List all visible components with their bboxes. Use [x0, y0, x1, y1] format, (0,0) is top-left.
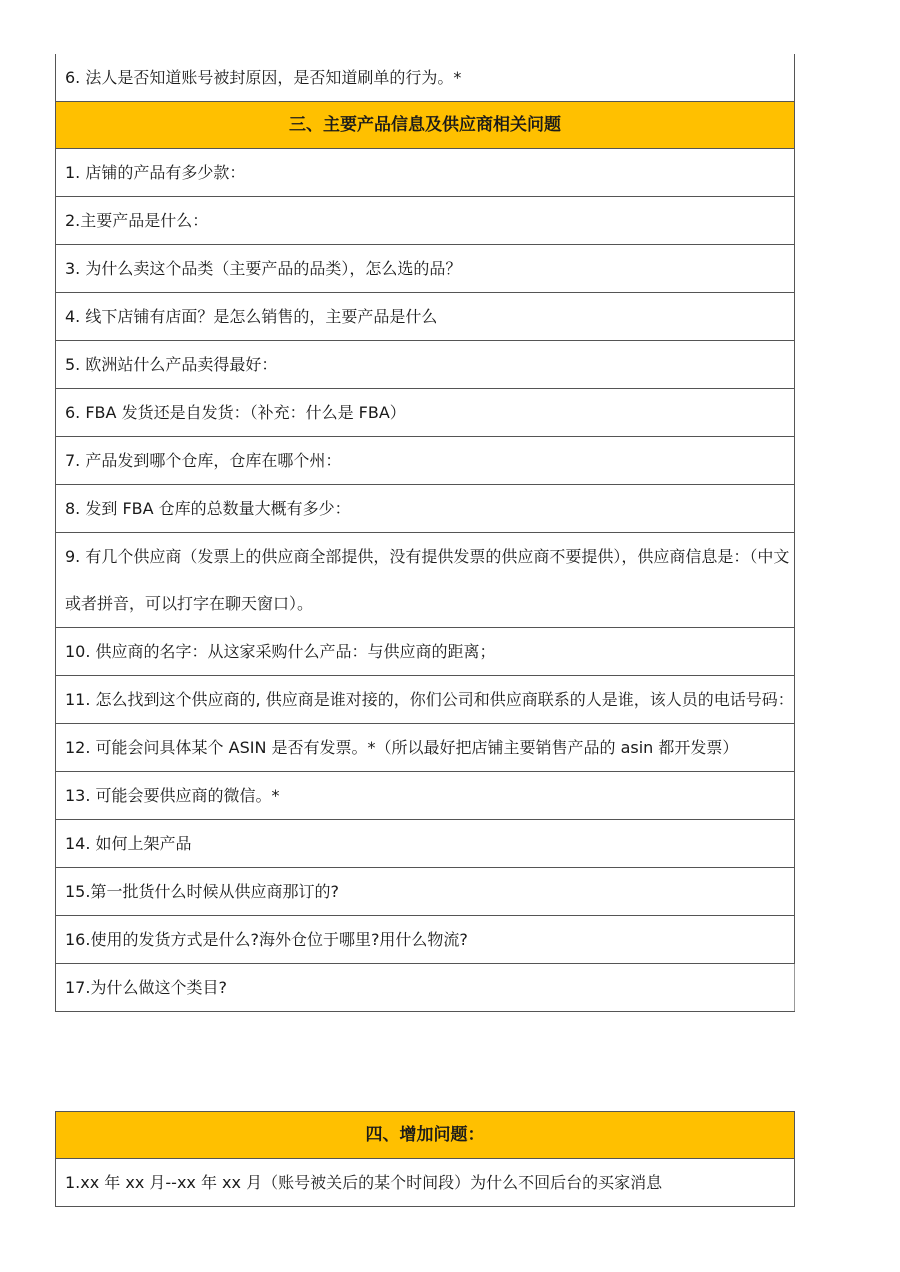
question-10: 10. 供应商的名字：从这家采购什么产品：与供应商的距离；	[56, 628, 795, 676]
question-8: 8. 发到 FBA 仓库的总数量大概有多少：	[56, 485, 795, 533]
question-13: 13. 可能会要供应商的微信。*	[56, 772, 795, 820]
question-9: 9. 有几个供应商（发票上的供应商全部提供，没有提供发票的供应商不要提供），供应商信息是：（中文或者拼音，可以打字在聊天窗口）。	[56, 533, 795, 628]
question-1: 1. 店铺的产品有多少款：	[56, 149, 795, 197]
section-header: 三、主要产品信息及供应商相关问题	[56, 102, 795, 149]
table-row	[56, 1159, 795, 1207]
table-row	[56, 245, 795, 293]
questions-table-section-3	[55, 54, 795, 1012]
table-row	[56, 820, 795, 868]
question-7: 7. 产品发到哪个仓库，仓库在哪个州：	[56, 437, 795, 485]
table-row	[56, 1112, 795, 1159]
table-row	[56, 916, 795, 964]
questions-table-section-4	[55, 1111, 795, 1207]
question-2: 2.主要产品是什么：	[56, 197, 795, 245]
question-16: 16.使用的发货方式是什么?海外仓位于哪里?用什么物流?	[56, 916, 795, 964]
table-row	[56, 628, 795, 676]
table-row	[56, 724, 795, 772]
table-row	[56, 485, 795, 533]
table-row	[56, 533, 795, 628]
question-14: 14. 如何上架产品	[56, 820, 795, 868]
table-row	[56, 293, 795, 341]
table-row	[56, 197, 795, 245]
question-6: 6. FBA 发货还是自发货：（补充：什么是 FBA）	[56, 389, 795, 437]
question-15: 15.第一批货什么时候从供应商那订的?	[56, 868, 795, 916]
additional-question-1: 1.xx 年 xx 月--xx 年 xx 月（账号被关后的某个时间段）为什么不回后台的买家消息	[56, 1159, 795, 1207]
table-row	[56, 676, 795, 724]
section-header: 四、增加问题：	[56, 1112, 795, 1159]
table-row	[56, 341, 795, 389]
question-17: 17.为什么做这个类目?	[56, 964, 795, 1012]
question-3: 3. 为什么卖这个品类（主要产品的品类），怎么选的品？	[56, 245, 795, 293]
table-row	[56, 868, 795, 916]
table-row	[56, 437, 795, 485]
question-11: 11. 怎么找到这个供应商的, 供应商是谁对接的，你们公司和供应商联系的人是谁，该人员的电话号码：	[56, 676, 795, 724]
carryover-question: 6. 法人是否知道账号被封原因，是否知道刷单的行为。*	[56, 54, 795, 102]
table-row	[56, 964, 795, 1012]
table-row	[56, 772, 795, 820]
question-5: 5. 欧洲站什么产品卖得最好：	[56, 341, 795, 389]
table-row	[56, 149, 795, 197]
table-row	[56, 54, 795, 102]
table-row	[56, 389, 795, 437]
table-row	[56, 102, 795, 149]
question-4: 4. 线下店铺有店面？是怎么销售的，主要产品是什么	[56, 293, 795, 341]
question-12: 12. 可能会问具体某个 ASIN 是否有发票。*（所以最好把店铺主要销售产品的 asin 都开发票）	[56, 724, 795, 772]
